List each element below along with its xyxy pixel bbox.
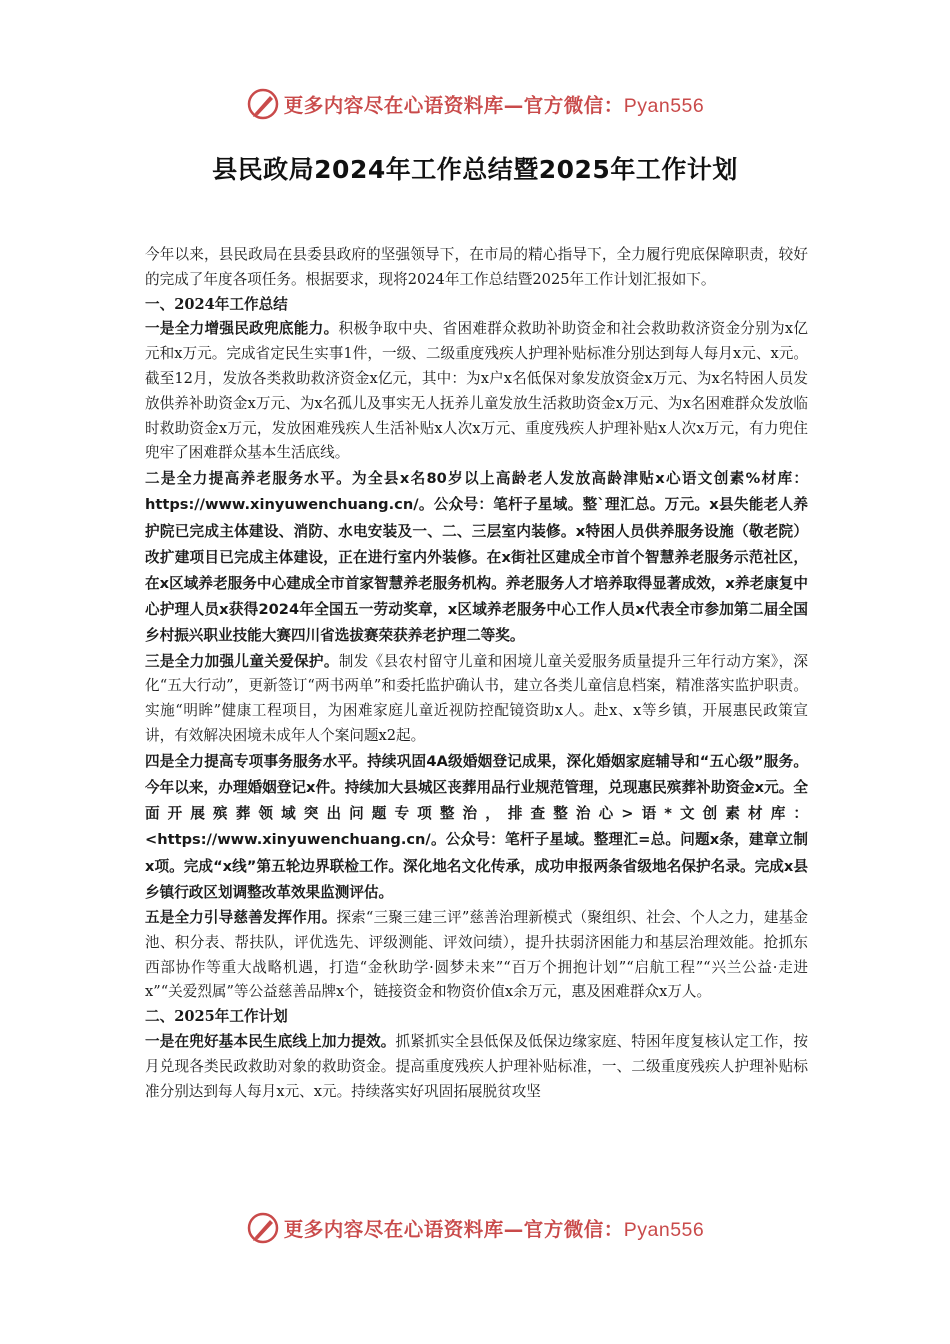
paragraph-body: 探索“三聚三建三评”慈善治理新模式（聚组织、社会、个人之力，建基金池、积分表、帮扶队，评优选先、评级测能、评效问绩），提升扶弱济困能力和基层治理效能。抢抓东西部协作等重大战略机遇，打造“金秋助学·圆梦未来”“百万个拥抱计划”“启航工程”“兴兰公益·走进x”“关爱烈属”等公益慈善品牌x个，链接资金和物资价值x余万元，惠及困难群众x万人。 (145, 909, 808, 1001)
paragraph-charity (145, 906, 808, 1005)
section-heading-plan: 二、2025年工作计划 (145, 1008, 288, 1026)
paragraph-lead: 三是全力加强儿童关爱保护。 (145, 652, 339, 670)
pen-logo-icon (246, 1211, 280, 1245)
paragraph-body: 积极争取中央、省困难群众救助补助资金和社会救助救济资金分别为x亿元和x万元。完成省定民生实事1件，一级、二级重度残疾人护理补贴标准分别达到每人每月x元、x元。截至12月，发放各类救助救济资金x亿元，其中：为x户x名低保对象发放资金x万元、为x名特困人员发放供养补助资金x万元、为x名孤儿及事实无人抚养儿童发放生活救助资金x万元、为x名困难群众发放临时救助资金x万元，发放困难残疾人生活补贴x人次x万元、重度残疾人护理补贴x人次x万元，有力兜住兜牢了困难群众基本生活底线。 (145, 320, 808, 462)
paragraph-welfare-capacity (145, 317, 808, 466)
watermark-wechat-id: Pyan556 (623, 1219, 705, 1241)
paragraph-lead: 五是全力引导慈善发挥作用。 (145, 909, 337, 926)
watermark-banner-bottom (0, 1208, 950, 1248)
paragraph-body: 制发《县农村留守儿童和困境儿童关爱服务质量提升三年行动方案》，深化“五大行动”，更新签订“两书两单”和委托监护确认书，建立各类儿童信息档案，精准落实监护职责。实施“明眸”健康工程项目，为困难家庭儿童近视防控配镜资助x人。赴x、x等乡镇，开展惠民政策宣讲，有效解决困境未成年人个案问题x2起。 (145, 652, 808, 744)
paragraph-basic-livelihood (145, 1030, 808, 1104)
watermark-wechat-id: Pyan556 (623, 95, 705, 117)
paragraph-lead: 一是在兜好基本民生底线上加力提效。 (145, 1032, 396, 1050)
watermark-text-cn: 更多内容尽在心语资料库—官方微信： (283, 1218, 624, 1241)
paragraph-lead: 一是全力增强民政兜底能力。 (145, 320, 339, 338)
intro-paragraph: 今年以来，县民政局在县委县政府的坚强领导下，在市局的精心指导下，全力履行兜底保障职责，较好的完成了年度各项任务。根据要求，现将2024年工作总结暨2025年工作计划汇报如下。 (145, 246, 808, 288)
watermark-banner-top (0, 84, 950, 124)
watermark-text (284, 1214, 705, 1242)
document-title: 县民政局2024年工作总结暨2025年工作计划 (212, 155, 738, 184)
paragraph-special-affairs: 四是全力提高专项事务服务水平。持续巩固4A级婚姻登记成果，深化婚姻家庭辅导和“五心级”服务。今年以来，办理婚姻登记x件。持续加大县城区丧葬用品行业规范管理，兑现惠民殡葬补助资金x元。全面开展殡葬领域突出问题专项整治，排查整治心>语*文创素材库：<https://www.xinyuwenchuang.cn/。公众号：笔杆子星域。整理汇=总。问题x条，建章立制x项。完成“x线”第五轮边界联检工作。深化地名文化传承，成功申报两条省级地名保护名录。完成x县乡镇行政区划调整改革效果监测评估。 (145, 752, 808, 901)
watermark-text-cn: 更多内容尽在心语资料库—官方微信： (283, 94, 624, 117)
paragraph-child-protection (145, 650, 808, 749)
document-body (145, 243, 808, 1104)
paragraph-elderly-care: 二是全力提高养老服务水平。为全县x名80岁以上高龄老人发放高龄津贴x心语文创素%材库：https://www.xinyuwenchuang.cn/。公众号：笔杆子星域。整`理汇总。万元。x县失能老人养护院已完成主体建设、消防、水电安装及一、二、三层室内装修。x特困人员供养服务设施（敬老院）改扩建项目已完成主体建设，正在进行室内外装修。在x街社区建成全市首个智慧养老服务示范社区，在x区域养老服务中心建成全市首家智慧养老服务机构。养老服务人才培养取得显著成效，x养老康复中心护理人员x获得2024年全国五一劳动奖章，x区域养老服务中心工作人员x代表全市参加第二届全国乡村振兴职业技能大赛四川省选拔赛荣获养老护理二等奖。 (145, 470, 808, 645)
section-heading-summary: 一、2024年工作总结 (145, 295, 288, 313)
pen-logo-icon (246, 87, 280, 121)
paragraph-body: 抓紧抓实全县低保及低保边缘家庭、特困年度复核认定工作，按月兑现各类民政救助对象的救助资金。提高重度残疾人护理补贴标准，一、二级重度残疾人护理补贴标准分别达到每人每月x元、x元。持续落实好巩固拓展脱贫攻坚 (145, 1032, 808, 1100)
watermark-text (284, 90, 705, 118)
